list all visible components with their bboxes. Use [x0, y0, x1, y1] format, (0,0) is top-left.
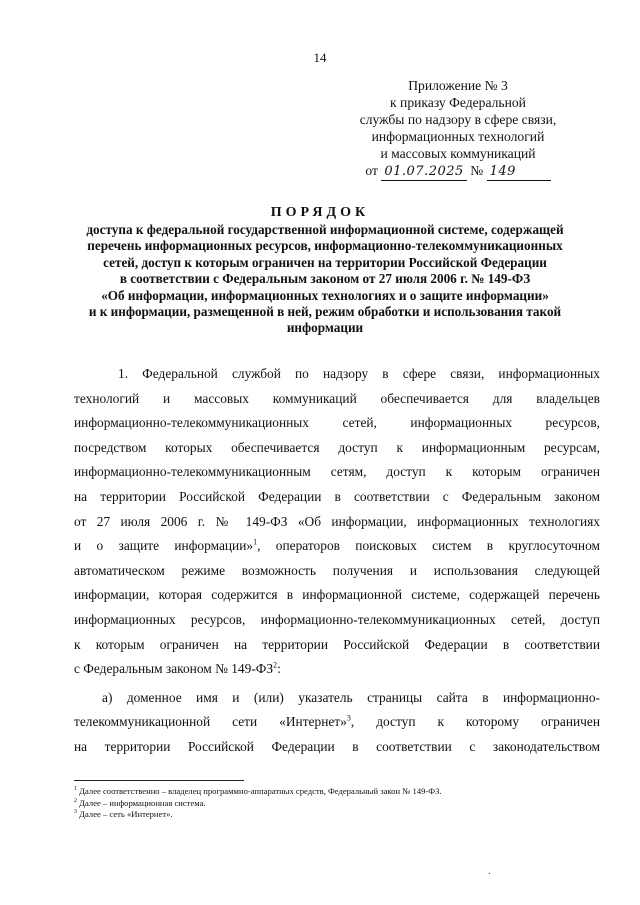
- footnote: [74, 809, 594, 821]
- document-subtitle: [60, 222, 590, 337]
- body-text: , операторов поисковых систем в круглосуточном: [257, 538, 600, 554]
- body-line: от 27 июля 2006 г. № 149-ФЗ «Об информации, информационных технологиях: [74, 513, 600, 529]
- footnote-number: 1: [74, 786, 77, 793]
- body-line: [74, 534, 600, 559]
- footnote-text: Далее – сеть «Интернет».: [77, 809, 173, 819]
- body-line: на территории Российской Федерации в соответствии с Федеральным законом: [74, 488, 600, 504]
- footnote-text: Далее – информационная система.: [77, 797, 206, 808]
- body-line: а) доменное имя и (или) указатель страницы сайта в информационно-: [102, 689, 600, 705]
- scan-mark: .: [488, 866, 491, 877]
- body-line: автоматическом режиме возможность получения и использования следующей: [74, 562, 600, 578]
- footnote-number: 2: [74, 797, 77, 804]
- body-text: телекоммуникационной сети «Интернет»: [74, 714, 347, 730]
- subtitle-line: доступа к федеральной государственной информационной системе, содержащей: [86, 222, 564, 237]
- footnote-number: 3: [74, 809, 77, 816]
- footnote-ref: 2: [273, 660, 278, 670]
- subtitle-line: информации: [286, 320, 364, 336]
- appendix-line: информационных технологий: [371, 129, 545, 144]
- document-body: [74, 362, 600, 760]
- appendix-line: и массовых коммуникаций: [380, 146, 536, 161]
- body-line: [74, 657, 600, 682]
- footnote: [74, 786, 594, 798]
- handwritten-number: 149: [487, 163, 551, 181]
- body-line: информационно-телекоммуникационным сетям, доступ к которым ограничен: [74, 464, 600, 480]
- body-line: на территории Российской Федерации в соответствии с законодательством: [74, 738, 600, 754]
- body-line: технологий и массовых коммуникаций обеспечивается для владельцев: [74, 390, 600, 406]
- subtitle-line: «Об информации, информационных технологиях и о защите информации»: [101, 287, 549, 303]
- subtitle-line: в соответствии с Федеральным законом от 27 июля 2006 г. № 149-ФЗ: [119, 271, 531, 287]
- appendix-header: [358, 77, 558, 181]
- footnote: [74, 798, 594, 810]
- footnote-text: Далее соответственно – владелец программно-аппаратных средств, Федеральный закон № 149-ФЗ.: [77, 786, 442, 796]
- body-line: информационных ресурсов, информационно-телекоммуникационных сетей, доступ: [74, 611, 600, 627]
- body-text: с Федеральным законом № 149-ФЗ: [74, 661, 274, 677]
- footnote-ref: 3: [346, 713, 351, 723]
- subtitle-line: и к информации, размещенной в ней, режим обработки и использования такой: [88, 304, 562, 320]
- from-label: от: [365, 163, 378, 178]
- body-text: , доступ к которому ограничен: [350, 714, 600, 730]
- handwritten-date: 01.07.2025: [381, 163, 466, 181]
- footnotes: [74, 786, 594, 821]
- document-title: ПОРЯДОК: [270, 205, 370, 220]
- body-line: [74, 710, 600, 735]
- subtitle-line: перечень информационных ресурсов, информационно-телекоммуникационных: [87, 238, 563, 254]
- body-line: 1. Федеральной службой по надзору в сфере связи, информационных: [118, 366, 600, 381]
- footnote-ref: 1: [253, 537, 258, 547]
- body-line: к которым ограничен на территории Российской Федерации в соответствии: [74, 636, 600, 652]
- body-text: :: [277, 661, 281, 677]
- appendix-line: к приказу Федеральной: [390, 95, 526, 110]
- number-label: №: [470, 163, 484, 178]
- page-number: 14: [313, 50, 327, 65]
- body-line: посредством которых обеспечивается доступ к информационным ресурсам,: [74, 439, 600, 455]
- order-date-line: [358, 162, 558, 181]
- body-line: информации, которая содержится в информационной системе, содержащей перечень: [74, 587, 600, 603]
- appendix-line: Приложение № 3: [408, 78, 508, 93]
- body-line: информационно-телекоммуникационных сетей, информационных ресурсов,: [74, 415, 600, 431]
- footnote-divider: [74, 780, 244, 781]
- subtitle-line: сетей, доступ к которым ограничен на территории Российской Федерации: [103, 254, 547, 270]
- appendix-line: службы по надзору в сфере связи,: [359, 112, 557, 127]
- body-text: и о защите информации»: [74, 538, 254, 554]
